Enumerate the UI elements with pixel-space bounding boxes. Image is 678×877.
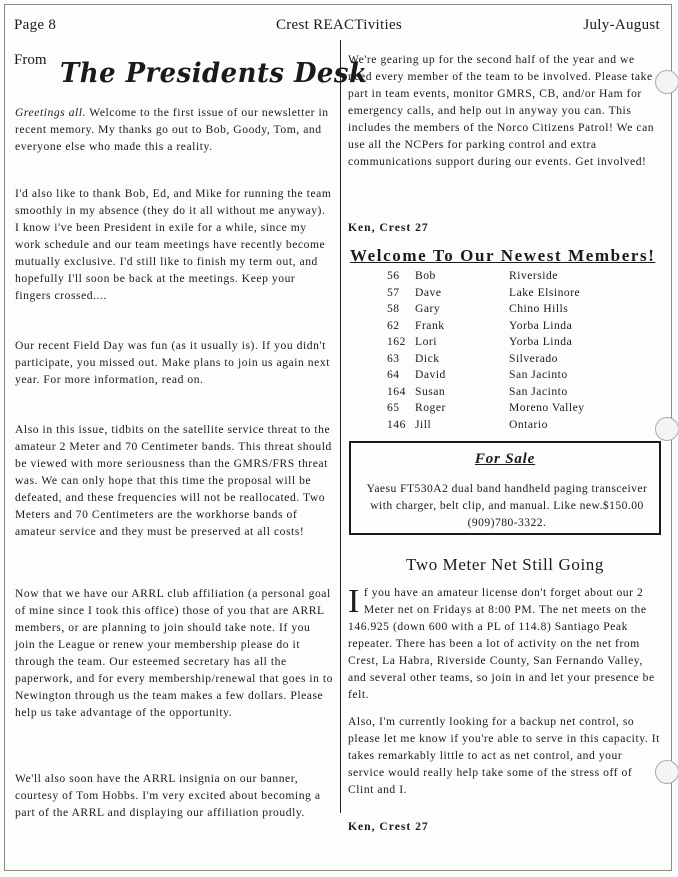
punch-hole xyxy=(655,417,678,441)
member-row xyxy=(387,384,649,401)
member-name: David xyxy=(415,368,446,381)
member-row xyxy=(387,301,649,318)
member-number: 63 xyxy=(387,351,400,365)
member-city: Chino Hills xyxy=(509,302,569,315)
member-number: 58 xyxy=(387,302,400,315)
paragraph-satellite-threat xyxy=(15,421,333,540)
presidents-desk-title: The Presidents Desk xyxy=(60,58,368,89)
member-number: 62 xyxy=(387,318,400,332)
new-members-list xyxy=(387,268,649,433)
member-name: Roger xyxy=(415,401,446,414)
paragraph-welcome xyxy=(15,104,333,155)
newsletter-title: Crest REACTivities xyxy=(275,17,403,33)
paragraph-arrl-insignia-text: We'll also soon have the ARRL insignia on our banner, courtesy of Tom Hobbs. I'm very excited about becoming a part of the ARRL and displaying our affiliation proudly. xyxy=(15,772,321,819)
paragraph-thanks-text: I'd also like to thank Bob, Ed, and Mike for running the team smoothly in my absence (they do it all without me anyway). I know i've been President in exile for a while, since my work schedule and our team meetings have recently become mutually exclusive. I'd still like to finish my term out, and hopefully I'll soon be back at the meetings. Keep your fingers crossed.... xyxy=(15,187,332,302)
paragraph-arrl-affiliation-text: Now that we have our ARRL club affiliation (a personal goal of mine since I took this office) those of you that are ARRL members, or are planning to join should take note. If you join the League or renew your membership please do it through the team. Our esteemed secretary has all the paperwork, and for every membership/renewal that goes in to Newington through us the team makes a few dollars. Please help us take advantage of the opportunity. xyxy=(15,587,334,719)
member-name: Lori xyxy=(415,335,437,348)
member-number: 146 xyxy=(387,417,406,431)
column-divider xyxy=(340,40,341,813)
paragraph-backup-net xyxy=(348,713,661,798)
paragraph-satellite-threat-text: Also in this issue, tidbits on the satellite service threat to the amateur 2 Meter and 70 Centimeter bands. This threat should be viewed with more seriousness than the GMRS/FRS threat was. We can only hope that this time the proposal will be defeated, and these frequencies will not be reallocated. Two Meters and 70 Centimeters are the workhorse bands of amateur service and they must be preserved at all costs! xyxy=(15,423,332,538)
member-number: 162 xyxy=(387,335,406,348)
paragraph-welcome-text: Welcome to the first issue of our newsletter in recent memory. My thanks go out to Bob, Goody, Tom, and everyone else who made this a reality. xyxy=(15,106,329,153)
member-row xyxy=(387,285,649,302)
member-name: Dick xyxy=(415,351,440,365)
member-city: Yorba Linda xyxy=(509,318,573,332)
greeting: Greetings all. xyxy=(15,106,87,119)
for-sale-text: Yaesu FT530A2 dual band handheld paging transceiver with charger, belt clip, and manual. Like new.$150.00 (909)780-3322. xyxy=(366,482,648,529)
member-number: 65 xyxy=(387,401,400,414)
punch-hole xyxy=(655,760,678,784)
punch-hole xyxy=(655,70,678,94)
member-name: Dave xyxy=(415,285,442,299)
member-name: Susan xyxy=(415,384,446,398)
new-members-heading: Welcome To Our Newest Members! xyxy=(350,246,656,265)
drop-cap: I xyxy=(348,583,360,620)
paragraph-field-day xyxy=(15,337,333,388)
paragraph-thanks xyxy=(15,185,333,304)
for-sale-box xyxy=(349,441,661,535)
member-number: 164 xyxy=(387,384,406,398)
member-name: Bob xyxy=(415,269,436,282)
member-name: Frank xyxy=(415,318,445,332)
page-number: Page 8 xyxy=(14,17,57,33)
member-city: Ontario xyxy=(509,417,548,431)
member-city: Riverside xyxy=(509,269,558,282)
member-row xyxy=(387,367,649,384)
paragraph-field-day-text: Our recent Field Day was fun (as it usually is). If you didn't participate, you missed out. Make plans to join us again next year. For more information, read on. xyxy=(15,339,330,386)
paragraph-get-involved xyxy=(348,51,661,170)
member-city: Moreno Valley xyxy=(509,401,585,414)
member-name: Jill xyxy=(415,417,432,431)
member-row xyxy=(387,334,649,351)
member-row xyxy=(387,400,649,417)
net-signature: Ken, Crest 27 xyxy=(348,820,429,833)
member-number: 57 xyxy=(387,285,400,299)
member-city: Silverado xyxy=(509,351,558,365)
paragraph-arrl-affiliation xyxy=(15,585,333,721)
net-heading: Two Meter Net Still Going xyxy=(406,555,604,574)
member-city: San Jacinto xyxy=(509,384,568,398)
member-row xyxy=(387,351,649,368)
from-label: From xyxy=(14,52,47,68)
member-city: Lake Elsinore xyxy=(509,285,581,299)
member-number: 64 xyxy=(387,368,400,381)
for-sale-heading: For Sale xyxy=(474,451,536,467)
member-city: San Jacinto xyxy=(509,368,568,381)
paragraph-get-involved-text: We're gearing up for the second half of the year and we need every member of the team to be involved. Please take part in team events, monitor GMRS, CB, and/or Ham for emergency calls, and help out in anyway you can. This includes the members of the Norco Citizens Patrol! We can use all the NCPers for parking control and extra communications support during our events. Get involved! xyxy=(348,53,655,168)
member-row xyxy=(387,417,649,434)
paragraph-net-info-text: f you have an amateur license don't forget about our 2 Meter net on Fridays at 8:00 PM. The net meets on the 146.925 (down 600 with a PL of 114.8) Santiago Peak repeater. There has been a lot of activity on the net from Crest, La Habra, Riverside County, San Fernando Valley, and several other teams, so join in and let your presence be felt. xyxy=(348,586,655,701)
member-row xyxy=(387,318,649,335)
member-city: Yorba Linda xyxy=(509,335,573,348)
member-row xyxy=(387,268,649,285)
member-name: Gary xyxy=(415,302,441,315)
paragraph-net-info xyxy=(348,584,661,703)
president-signature: Ken, Crest 27 xyxy=(348,221,429,234)
member-number: 56 xyxy=(387,269,400,282)
paragraph-arrl-insignia xyxy=(15,770,333,821)
issue-date: July-August xyxy=(583,17,660,33)
paragraph-backup-net-text: Also, I'm currently looking for a backup net control, so please let me know if you're able to serve in this capacity. It takes remarkably little to act as net control, and your service would really help take some of the stress off of Clint and I. xyxy=(348,715,660,796)
